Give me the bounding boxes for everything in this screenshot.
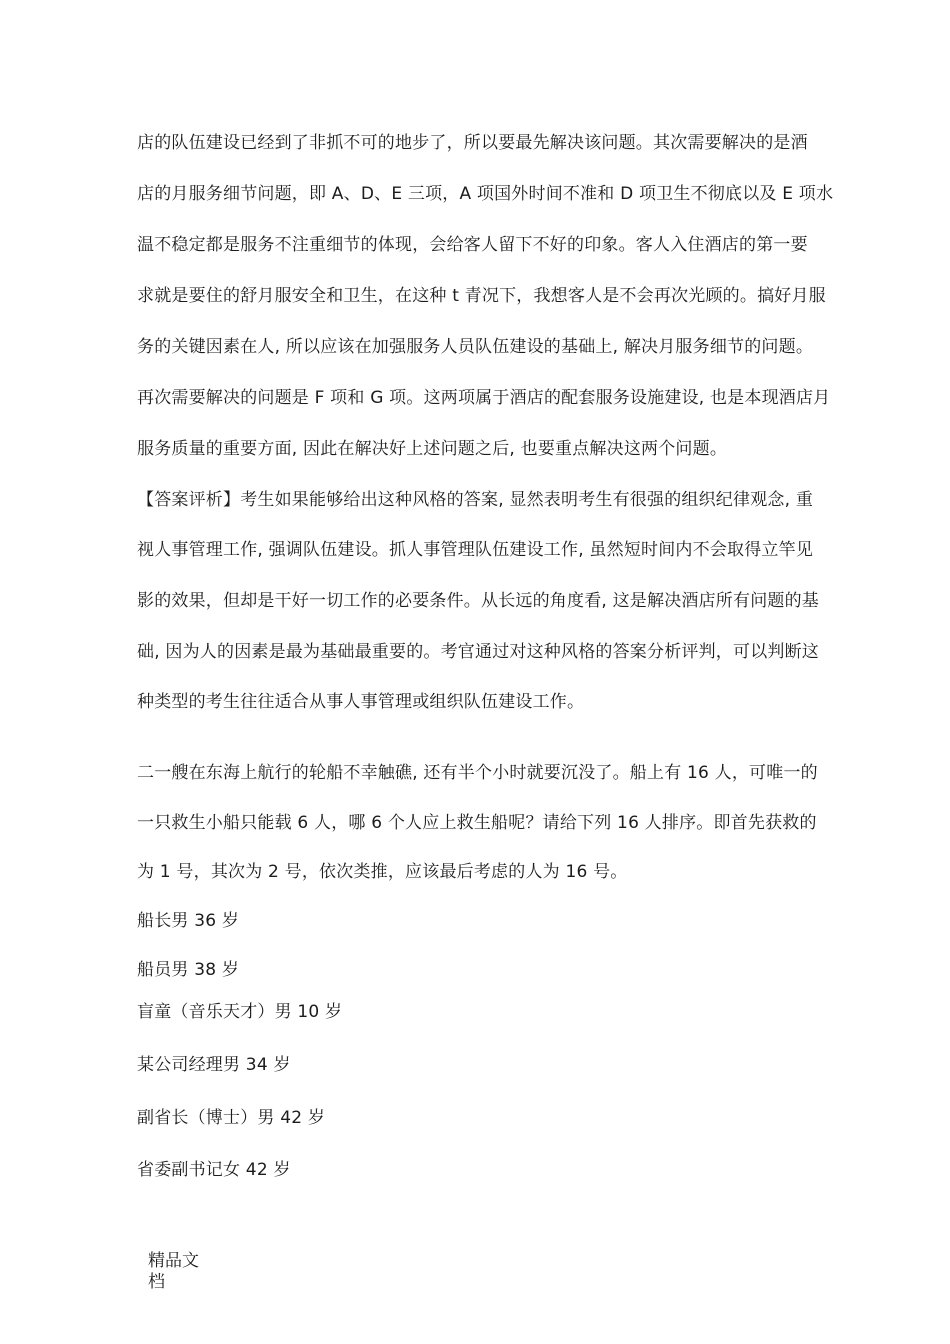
paragraph-1-line: 再次需要解决的问题是 F 项和 G 项。这两项属于酒店的配套服务设施建设, 也是本现酒店月 [137, 388, 831, 408]
list-item: 船长男 36 岁 [137, 911, 240, 931]
paragraph-2-line: 影的效果，但却是干好一切工作的必要条件。从长远的角度看, 这是解决酒店所有问题的基 [137, 591, 820, 611]
paragraph-3-line: 二一艘在东海上航行的轮船不幸触礁, 还有半个小时就要沉没了。船上有 16 人，可唯一的 [137, 763, 818, 783]
paragraph-2-line: 视人事管理工作, 强调队伍建设。抓人事管理队伍建设工作, 虽然短时间内不会取得立竿见 [137, 540, 814, 560]
list-item: 船员男 38 岁 [137, 960, 240, 980]
paragraph-2-line: 础, 因为人的因素是最为基础最重要的。考官通过对这种风格的答案分析评判，可以判断这 [137, 642, 820, 662]
paragraph-2-line: 种类型的考生往往适合从事人事管理或组织队伍建设工作。 [137, 692, 585, 712]
paragraph-1-line: 求就是要住的舒月服安全和卫生，在这种 t 青况下，我想客人是不会再次光顾的。搞好月服 [137, 286, 826, 306]
footer-line-1: 精品文 [148, 1251, 199, 1271]
list-item: 副省长（博士）男 42 岁 [137, 1108, 326, 1128]
paragraph-3-line: 一只救生小船只能载 6 人，哪 6 个人应上救生船呢？请给下列 16 人排序。即首先获救的 [137, 813, 817, 833]
footer-watermark [148, 1251, 208, 1293]
paragraph-1-line: 务的关键因素在人, 所以应该在加强服务人员队伍建设的基础上, 解决月服务细节的问题。 [137, 337, 814, 357]
paragraph-1-line: 服务质量的重要方面, 因此在解决好上述问题之后, 也要重点解决这两个问题。 [137, 439, 728, 459]
list-item: 省委副书记女 42 岁 [137, 1160, 291, 1180]
list-item: 盲童（音乐天才）男 10 岁 [137, 1002, 343, 1022]
footer-line-2: 档 [148, 1272, 165, 1292]
paragraph-3-line: 为 1 号，其次为 2 号，依次类推，应该最后考虑的人为 16 号。 [137, 862, 628, 882]
paragraph-1-line: 温不稳定都是服务不注重细节的体现，会给客人留下不好的印象。客人入住酒店的第一要 [137, 235, 808, 255]
list-item: 某公司经理男 34 岁 [137, 1055, 291, 1075]
paragraph-2-line: 【答案评析】考生如果能够给出这种风格的答案, 显然表明考生有很强的组织纪律观念, 重 [137, 490, 814, 510]
paragraph-1-line: 店的队伍建设已经到了非抓不可的地步了，所以要最先解决该问题。其次需要解决的是酒 [137, 133, 808, 153]
paragraph-1-line: 店的月服务细节问题，即 A、D、E 三项，A 项国外时间不准和 D 项卫生不彻底以及 E 项水 [137, 184, 834, 204]
